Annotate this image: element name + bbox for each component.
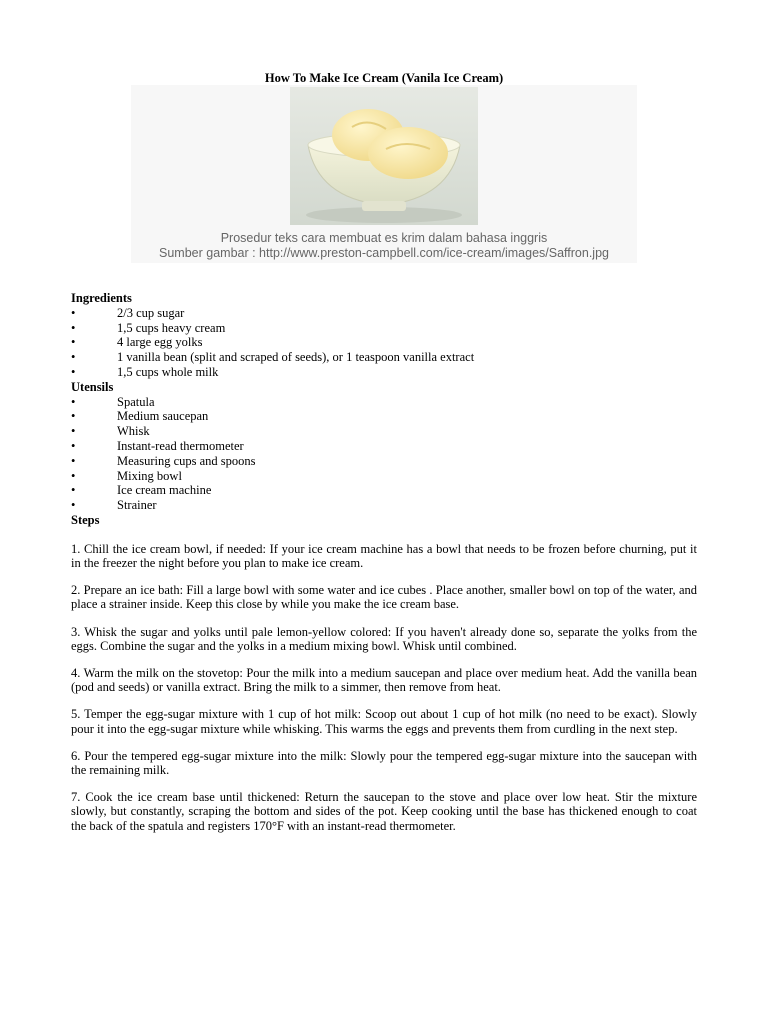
utensil-text: Ice cream machine bbox=[117, 483, 212, 498]
list-item bbox=[71, 469, 697, 484]
bullet-icon: • bbox=[71, 320, 76, 335]
bullet-icon: • bbox=[71, 364, 76, 379]
list-item bbox=[71, 498, 697, 513]
utensil-text: Mixing bowl bbox=[117, 468, 182, 483]
ingredient-text: 1,5 cups whole milk bbox=[117, 364, 219, 379]
document-body bbox=[71, 291, 697, 846]
bullet-icon: • bbox=[71, 483, 76, 498]
list-item bbox=[71, 365, 697, 380]
ingredients-heading: Ingredients bbox=[71, 291, 132, 305]
bullet-icon: • bbox=[71, 424, 76, 439]
steps-list bbox=[71, 542, 697, 833]
step-paragraph: 3. Whisk the sugar and yolks until pale lemon-yellow colored: If you haven't already done so, separate the yolks from the eggs. Combine the sugar and the yolks in a medium mixing bowl. Whisk until combined. bbox=[71, 624, 697, 653]
list-item bbox=[71, 395, 697, 410]
bullet-icon: • bbox=[71, 453, 76, 468]
list-item bbox=[71, 409, 697, 424]
step-paragraph: 6. Pour the tempered egg-sugar mixture into the milk: Slowly pour the tempered egg-sugar mixture into the saucepan with the remaining milk. bbox=[71, 748, 697, 777]
figure-source: Sumber gambar : http://www.preston-campbell.com/ice-cream/images/Saffron.jpg bbox=[159, 246, 609, 260]
utensils-list bbox=[71, 395, 697, 513]
bullet-icon: • bbox=[71, 350, 76, 365]
step-paragraph: 5. Temper the egg-sugar mixture with 1 cup of hot milk: Scoop out about 1 cup of hot milk (no need to be exact). Slowly pour it into the egg-sugar mixture while whisking. This warms the eggs and prevents them from curdling in the next step. bbox=[71, 707, 697, 736]
bullet-icon: • bbox=[71, 335, 76, 350]
utensil-text: Spatula bbox=[117, 394, 155, 409]
list-item bbox=[71, 424, 697, 439]
bullet-icon: • bbox=[71, 498, 76, 513]
ingredient-text: 2/3 cup sugar bbox=[117, 305, 185, 320]
list-item bbox=[71, 439, 697, 454]
ingredient-text: 4 large egg yolks bbox=[117, 335, 203, 350]
list-item bbox=[71, 321, 697, 336]
figure-caption: Prosedur teks cara membuat es krim dalam bahasa inggris bbox=[220, 231, 548, 245]
bullet-icon: • bbox=[71, 305, 76, 320]
ingredient-text: 1,5 cups heavy cream bbox=[117, 320, 226, 335]
utensil-text: Whisk bbox=[117, 424, 150, 439]
ingredients-list bbox=[71, 306, 697, 380]
bullet-icon: • bbox=[71, 409, 76, 424]
bullet-icon: • bbox=[71, 438, 76, 453]
ingredient-text: 1 vanilla bean (split and scraped of seeds), or 1 teaspoon vanilla extract bbox=[117, 350, 475, 365]
list-item bbox=[71, 483, 697, 498]
utensil-text: Strainer bbox=[117, 498, 157, 513]
ice-cream-bowl-photo bbox=[290, 87, 478, 225]
list-item bbox=[71, 306, 697, 321]
steps-heading: Steps bbox=[71, 512, 100, 527]
list-item bbox=[71, 454, 697, 469]
utensils-heading: Utensils bbox=[71, 379, 114, 394]
bullet-icon: • bbox=[71, 468, 76, 483]
utensil-text: Medium saucepan bbox=[117, 409, 209, 424]
bullet-icon: • bbox=[71, 394, 76, 409]
list-item bbox=[71, 335, 697, 350]
figure bbox=[131, 85, 637, 263]
utensil-text: Instant-read thermometer bbox=[117, 438, 244, 453]
document-title: How To Make Ice Cream (Vanila Ice Cream) bbox=[264, 71, 504, 85]
utensil-text: Measuring cups and spoons bbox=[117, 453, 256, 468]
list-item bbox=[71, 350, 697, 365]
step-paragraph: 7. Cook the ice cream base until thickened: Return the saucepan to the stove and place over low heat. Stir the mixture slowly, but constantly, scraping the bottom and sides of the pot. Keep cooking until the base has thickened enough to coat the back of the spatula and registers 170°F with an instant-read thermometer. bbox=[71, 790, 697, 833]
step-paragraph: 1. Chill the ice cream bowl, if needed: If your ice cream machine has a bowl that needs to be frozen before churning, put it in the freezer the night before you plan to make ice cream. bbox=[71, 541, 697, 570]
step-paragraph: 4. Warm the milk on the stovetop: Pour the milk into a medium saucepan and place over medium heat. Add the vanilla bean (pod and seeds) or vanilla extract. Bring the milk to a simmer, then remove from heat. bbox=[71, 665, 697, 695]
step-paragraph: 2. Prepare an ice bath: Fill a large bowl with some water and ice cubes . Place another, smaller bowl on top of the water, and place a strainer inside. Keep this close by while you make the ice cream base. bbox=[71, 583, 697, 612]
